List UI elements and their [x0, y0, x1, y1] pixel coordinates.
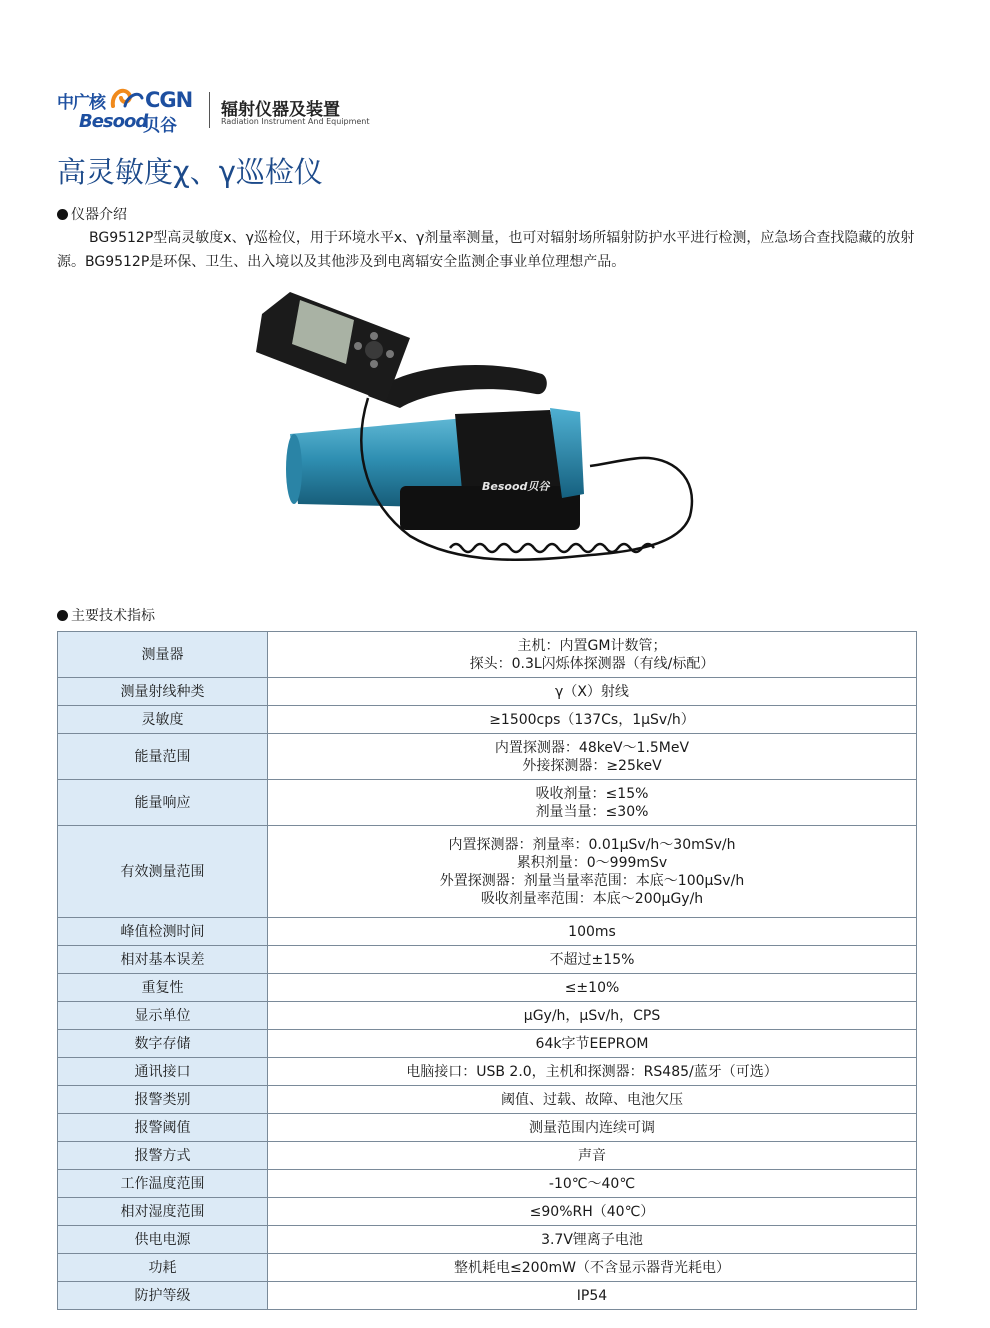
spec-value — [268, 1198, 917, 1226]
spec-value-line: 阈值、过载、故障、电池欠压 — [501, 1091, 683, 1108]
spec-value-line: 电脑接口：USB 2.0，主机和探测器：RS485/蓝牙（可选） — [406, 1063, 778, 1080]
spec-row — [58, 946, 917, 974]
spec-value — [268, 1058, 917, 1086]
spec-label: 供电电源 — [58, 1226, 268, 1254]
spec-value-line: 外接探测器：≥25keV — [522, 757, 662, 774]
spec-label: 相对基本误差 — [58, 946, 268, 974]
spec-value-line: ≥1500cps（137Cs，1μSv/h） — [489, 711, 695, 728]
spec-label: 能量响应 — [58, 780, 268, 826]
spec-row — [58, 1058, 917, 1086]
spec-value-line: 3.7V锂离子电池 — [541, 1231, 643, 1248]
spec-value-line: μGy/h，μSv/h，CPS — [523, 1007, 661, 1024]
spec-value-line: 探头：0.3L闪烁体探测器（有线/标配） — [469, 655, 715, 672]
spec-value-line: 累积剂量：0～999mSv — [516, 854, 668, 871]
product-title: 高灵敏度χ、γ巡检仪 — [57, 155, 323, 189]
spec-value-line: 内置探测器：48keV～1.5MeV — [494, 739, 690, 756]
spec-label: 峰值检测时间 — [58, 918, 268, 946]
spec-row — [58, 974, 917, 1002]
spec-label: 报警类别 — [58, 1086, 268, 1114]
logo-cgn-text: CGN — [145, 88, 193, 112]
logo-beigu-text: 贝谷 — [143, 116, 177, 136]
spec-label: 相对湿度范围 — [58, 1198, 268, 1226]
spec-value-line: 声音 — [578, 1147, 606, 1164]
intro-text: BG9512P型高灵敏度x、γ巡检仪，用于环境水平x、γ剂量率测量，也可对辐射场所辐射防护水平进行检测，应急场合查找隐藏的放射源。BG9512P是环保、卫生、出入境以及其他涉及到电离辐安全监测企事业单位理想产品。 — [57, 230, 915, 270]
intro-heading-text: 仪器介绍 — [71, 207, 127, 223]
spec-label: 能量范围 — [58, 734, 268, 780]
spec-row — [58, 1254, 917, 1282]
spec-value-line: 内置探测器：剂量率：0.01μSv/h～30mSv/h — [448, 836, 736, 853]
spec-row — [58, 1030, 917, 1058]
spec-value — [268, 1282, 917, 1310]
spec-label: 显示单位 — [58, 1002, 268, 1030]
spec-label: 报警阈值 — [58, 1114, 268, 1142]
swirl-logo-icon — [109, 86, 145, 110]
spec-label: 报警方式 — [58, 1142, 268, 1170]
bullet-icon — [57, 610, 68, 621]
spec-value — [268, 706, 917, 734]
department-subtitle: Radiation Instrument And Equipment — [221, 117, 370, 126]
spec-label: 数字存储 — [58, 1030, 268, 1058]
spec-label: 有效测量范围 — [58, 826, 268, 918]
spec-value — [268, 1226, 917, 1254]
spec-value — [268, 1114, 917, 1142]
logo-besood-text: Besood — [79, 111, 148, 132]
spec-value-line: 测量范围内连续可调 — [529, 1119, 655, 1136]
spec-label: 灵敏度 — [58, 706, 268, 734]
spec-value-line: 主机：内置GM计数管； — [517, 637, 667, 654]
spec-row — [58, 780, 917, 826]
spec-value-line: ≤90%RH（40℃） — [529, 1203, 655, 1220]
spec-label: 重复性 — [58, 974, 268, 1002]
spec-value — [268, 918, 917, 946]
spec-value — [268, 1142, 917, 1170]
spec-row — [58, 734, 917, 780]
spec-row — [58, 1170, 917, 1198]
spec-row — [58, 678, 917, 706]
spec-table — [57, 631, 917, 1310]
spec-label: 功耗 — [58, 1254, 268, 1282]
spec-label: 测量射线种类 — [58, 678, 268, 706]
spec-label: 测量器 — [58, 632, 268, 678]
spec-value-line: 100ms — [568, 923, 616, 940]
spec-value — [268, 1254, 917, 1282]
spec-value-line: 64k字节EEPROM — [535, 1035, 649, 1052]
spec-heading-text: 主要技术指标 — [71, 608, 155, 624]
spec-label: 通讯接口 — [58, 1058, 268, 1086]
department-title: 辐射仪器及装置 — [221, 100, 340, 120]
spec-value — [268, 1030, 917, 1058]
spec-value — [268, 1170, 917, 1198]
spec-value — [268, 678, 917, 706]
product-photo — [250, 286, 720, 586]
spec-value-line: γ（X）射线 — [555, 683, 629, 700]
spec-value — [268, 632, 917, 678]
spec-row — [58, 1002, 917, 1030]
intro-heading — [57, 204, 127, 224]
spec-value-line: 外置探测器：剂量当量率范围：本底～100μSv/h — [439, 872, 745, 889]
spec-value-line: IP54 — [576, 1287, 608, 1304]
spec-value-line: 吸收剂量：≤15% — [535, 785, 649, 802]
spec-value — [268, 974, 917, 1002]
spec-table-body — [58, 632, 917, 1310]
spec-value — [268, 734, 917, 780]
spec-row — [58, 632, 917, 678]
spec-value — [268, 826, 917, 918]
spec-value-line: 剂量当量：≤30% — [535, 803, 649, 820]
spec-value-line: 整机耗电≤200mW（不含显示器背光耗电） — [454, 1259, 730, 1276]
brand-label-text: Besood贝谷 — [482, 480, 550, 493]
logo-cn-text: 中广核 — [57, 93, 105, 113]
spec-label: 工作温度范围 — [58, 1170, 268, 1198]
spec-row — [58, 1086, 917, 1114]
spec-value — [268, 780, 917, 826]
spec-value-line: ≤±10% — [564, 979, 620, 996]
header — [57, 86, 377, 136]
header-divider — [209, 92, 210, 128]
spec-value — [268, 1086, 917, 1114]
spec-row — [58, 1282, 917, 1310]
spec-value-line: 吸收剂量率范围：本底～200μGy/h — [480, 890, 704, 907]
spec-value-line: 不超过±15% — [549, 951, 635, 968]
spec-row — [58, 826, 917, 918]
company-logo — [57, 86, 207, 134]
spec-row — [58, 1114, 917, 1142]
spec-row — [58, 1226, 917, 1254]
spec-value — [268, 946, 917, 974]
spec-heading — [57, 605, 155, 625]
spec-row — [58, 918, 917, 946]
spec-row — [58, 1198, 917, 1226]
spec-row — [58, 706, 917, 734]
bullet-icon — [57, 209, 68, 220]
spec-value-line: -10℃～40℃ — [548, 1175, 636, 1192]
spec-value — [268, 1002, 917, 1030]
spec-label: 防护等级 — [58, 1282, 268, 1310]
spec-row — [58, 1142, 917, 1170]
